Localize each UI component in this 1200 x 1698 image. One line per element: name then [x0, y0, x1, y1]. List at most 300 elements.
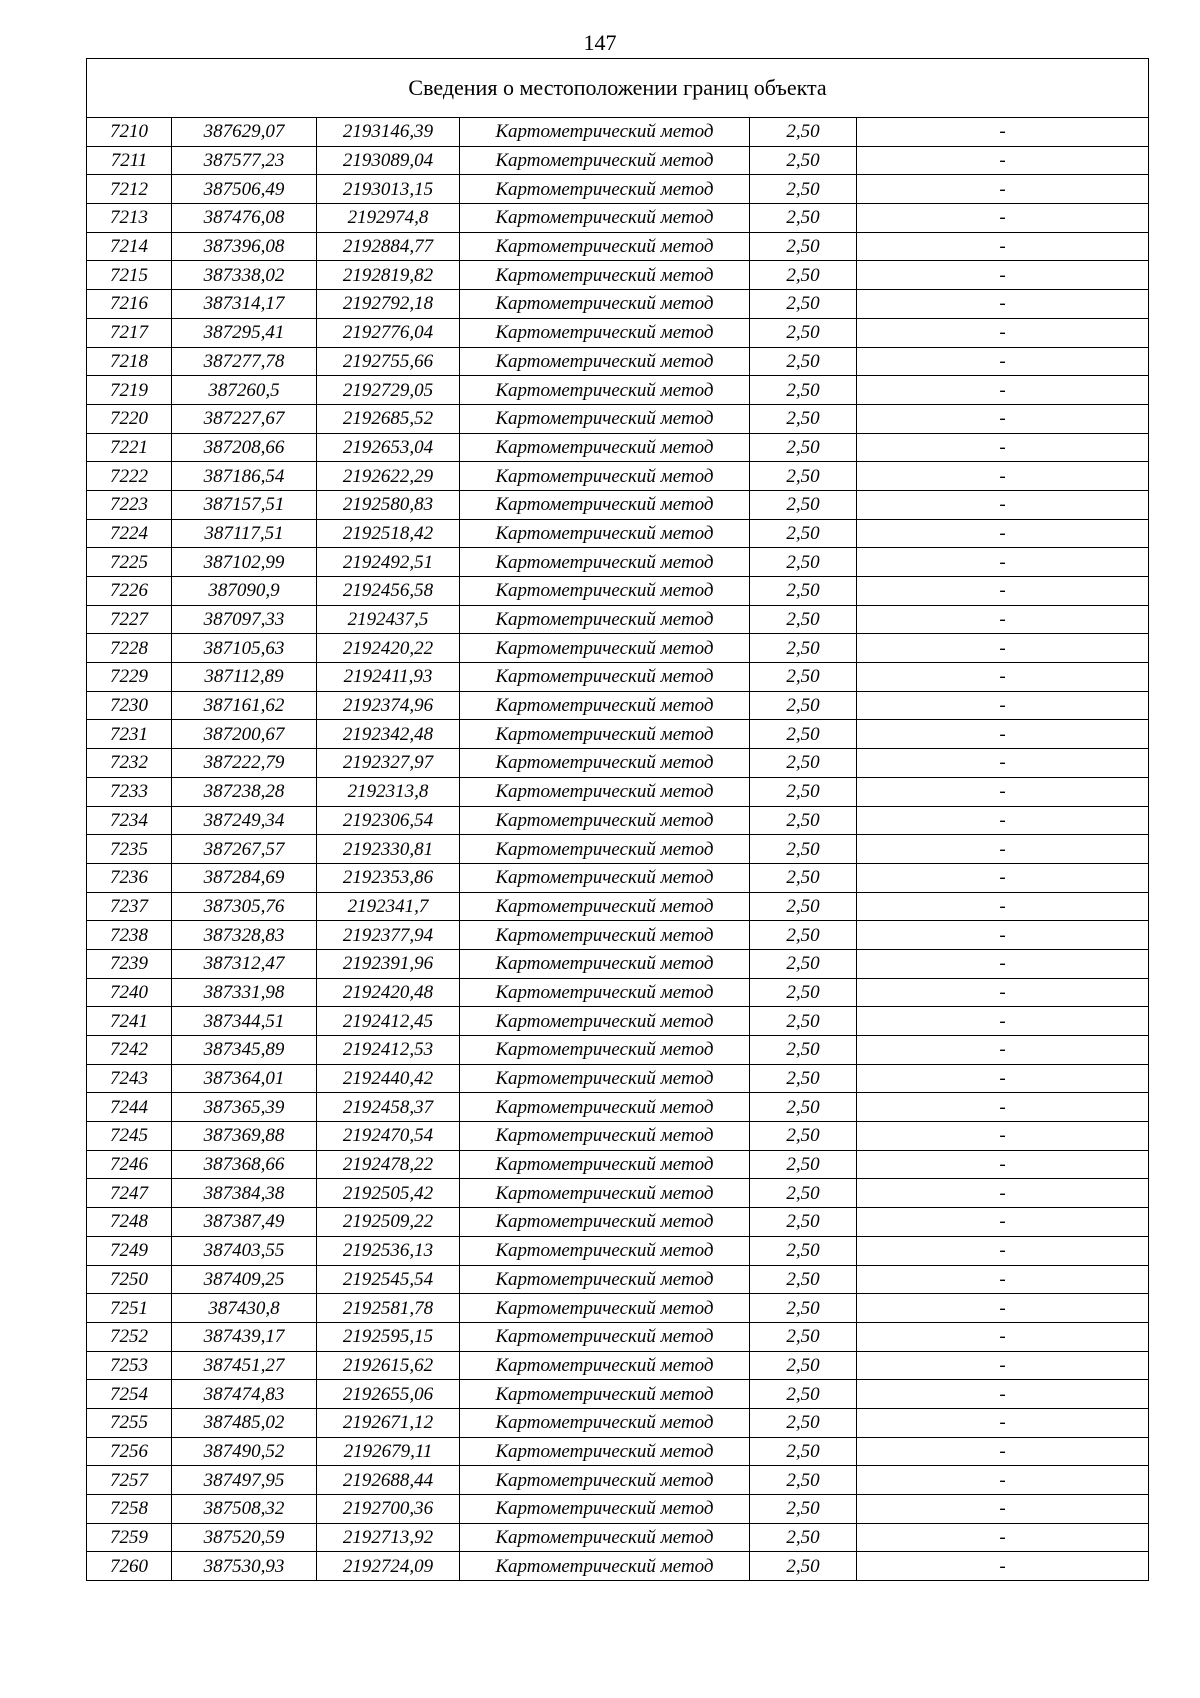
description-cell: - — [857, 577, 1149, 606]
description-cell: - — [857, 949, 1149, 978]
table-row — [87, 663, 1149, 692]
x-coordinate-cell: 387267,57 — [172, 835, 317, 864]
y-coordinate-cell: 2192724,09 — [317, 1552, 460, 1581]
table-row — [87, 863, 1149, 892]
x-coordinate-cell: 387090,9 — [172, 577, 317, 606]
x-coordinate-cell: 387530,93 — [172, 1552, 317, 1581]
x-coordinate-cell: 387506,49 — [172, 175, 317, 204]
point-number-cell: 7211 — [87, 146, 172, 175]
description-cell: - — [857, 1437, 1149, 1466]
accuracy-cell: 2,50 — [750, 1552, 857, 1581]
x-coordinate-cell: 387396,08 — [172, 232, 317, 261]
method-cell: Картометрический метод — [460, 835, 750, 864]
description-cell: - — [857, 1122, 1149, 1151]
point-number-cell: 7231 — [87, 720, 172, 749]
description-cell: - — [857, 1322, 1149, 1351]
table-row — [87, 118, 1149, 147]
table-row — [87, 720, 1149, 749]
accuracy-cell: 2,50 — [750, 404, 857, 433]
method-cell: Картометрический метод — [460, 433, 750, 462]
accuracy-cell: 2,50 — [750, 1093, 857, 1122]
description-cell: - — [857, 1265, 1149, 1294]
point-number-cell: 7235 — [87, 835, 172, 864]
x-coordinate-cell: 387331,98 — [172, 978, 317, 1007]
table-row — [87, 978, 1149, 1007]
method-cell: Картометрический метод — [460, 777, 750, 806]
point-number-cell: 7212 — [87, 175, 172, 204]
y-coordinate-cell: 2192518,42 — [317, 519, 460, 548]
description-cell: - — [857, 1294, 1149, 1323]
accuracy-cell: 2,50 — [750, 1208, 857, 1237]
description-cell: - — [857, 490, 1149, 519]
method-cell: Картометрический метод — [460, 261, 750, 290]
y-coordinate-cell: 2192327,97 — [317, 749, 460, 778]
point-number-cell: 7225 — [87, 548, 172, 577]
table-title-row — [87, 59, 1149, 118]
table-row — [87, 519, 1149, 548]
point-number-cell: 7237 — [87, 892, 172, 921]
point-number-cell: 7232 — [87, 749, 172, 778]
y-coordinate-cell: 2192545,54 — [317, 1265, 460, 1294]
table-row — [87, 605, 1149, 634]
method-cell: Картометрический метод — [460, 1122, 750, 1151]
accuracy-cell: 2,50 — [750, 1351, 857, 1380]
point-number-cell: 7246 — [87, 1150, 172, 1179]
accuracy-cell: 2,50 — [750, 376, 857, 405]
table-row — [87, 1179, 1149, 1208]
table-row — [87, 433, 1149, 462]
point-number-cell: 7230 — [87, 691, 172, 720]
method-cell: Картометрический метод — [460, 1322, 750, 1351]
table-row — [87, 691, 1149, 720]
accuracy-cell: 2,50 — [750, 1036, 857, 1065]
accuracy-cell: 2,50 — [750, 1179, 857, 1208]
x-coordinate-cell: 387260,5 — [172, 376, 317, 405]
accuracy-cell: 2,50 — [750, 1380, 857, 1409]
accuracy-cell: 2,50 — [750, 1236, 857, 1265]
description-cell: - — [857, 1179, 1149, 1208]
table-row — [87, 376, 1149, 405]
y-coordinate-cell: 2192729,05 — [317, 376, 460, 405]
accuracy-cell: 2,50 — [750, 691, 857, 720]
y-coordinate-cell: 2192374,96 — [317, 691, 460, 720]
y-coordinate-cell: 2192456,58 — [317, 577, 460, 606]
table-row — [87, 1495, 1149, 1524]
y-coordinate-cell: 2192420,48 — [317, 978, 460, 1007]
description-cell: - — [857, 634, 1149, 663]
method-cell: Картометрический метод — [460, 1150, 750, 1179]
accuracy-cell: 2,50 — [750, 634, 857, 663]
y-coordinate-cell: 2192437,5 — [317, 605, 460, 634]
x-coordinate-cell: 387328,83 — [172, 921, 317, 950]
description-cell: - — [857, 777, 1149, 806]
method-cell: Картометрический метод — [460, 1208, 750, 1237]
description-cell: - — [857, 462, 1149, 491]
description-cell: - — [857, 1552, 1149, 1581]
x-coordinate-cell: 387105,63 — [172, 634, 317, 663]
description-cell: - — [857, 376, 1149, 405]
point-number-cell: 7256 — [87, 1437, 172, 1466]
method-cell: Картометрический метод — [460, 204, 750, 233]
table-row — [87, 490, 1149, 519]
table-row — [87, 749, 1149, 778]
x-coordinate-cell: 387490,52 — [172, 1437, 317, 1466]
method-cell: Картометрический метод — [460, 118, 750, 147]
table-row — [87, 261, 1149, 290]
accuracy-cell: 2,50 — [750, 318, 857, 347]
method-cell: Картометрический метод — [460, 663, 750, 692]
description-cell: - — [857, 1150, 1149, 1179]
method-cell: Картометрический метод — [460, 1093, 750, 1122]
description-cell: - — [857, 892, 1149, 921]
y-coordinate-cell: 2192884,77 — [317, 232, 460, 261]
table-row — [87, 892, 1149, 921]
table-row — [87, 1322, 1149, 1351]
method-cell: Картометрический метод — [460, 232, 750, 261]
point-number-cell: 7243 — [87, 1064, 172, 1093]
accuracy-cell: 2,50 — [750, 519, 857, 548]
point-number-cell: 7218 — [87, 347, 172, 376]
accuracy-cell: 2,50 — [750, 577, 857, 606]
y-coordinate-cell: 2192653,04 — [317, 433, 460, 462]
accuracy-cell: 2,50 — [750, 347, 857, 376]
page-number: 147 — [583, 30, 617, 55]
x-coordinate-cell: 387157,51 — [172, 490, 317, 519]
x-coordinate-cell: 387314,17 — [172, 290, 317, 319]
table-row — [87, 1150, 1149, 1179]
x-coordinate-cell: 387097,33 — [172, 605, 317, 634]
table-title: Сведения о местоположении границ объекта — [87, 59, 1149, 118]
table-row — [87, 548, 1149, 577]
x-coordinate-cell: 387117,51 — [172, 519, 317, 548]
table-row — [87, 204, 1149, 233]
table-row — [87, 1466, 1149, 1495]
point-number-cell: 7221 — [87, 433, 172, 462]
table-row — [87, 1380, 1149, 1409]
point-number-cell: 7247 — [87, 1179, 172, 1208]
description-cell: - — [857, 605, 1149, 634]
accuracy-cell: 2,50 — [750, 978, 857, 1007]
y-coordinate-cell: 2193146,39 — [317, 118, 460, 147]
x-coordinate-cell: 387227,67 — [172, 404, 317, 433]
method-cell: Картометрический метод — [460, 1351, 750, 1380]
description-cell: - — [857, 1007, 1149, 1036]
y-coordinate-cell: 2192470,54 — [317, 1122, 460, 1151]
method-cell: Картометрический метод — [460, 1552, 750, 1581]
description-cell: - — [857, 691, 1149, 720]
x-coordinate-cell: 387387,49 — [172, 1208, 317, 1237]
y-coordinate-cell: 2192341,7 — [317, 892, 460, 921]
table-row — [87, 1093, 1149, 1122]
x-coordinate-cell: 387365,39 — [172, 1093, 317, 1122]
accuracy-cell: 2,50 — [750, 1495, 857, 1524]
point-number-cell: 7219 — [87, 376, 172, 405]
y-coordinate-cell: 2192391,96 — [317, 949, 460, 978]
x-coordinate-cell: 387485,02 — [172, 1408, 317, 1437]
y-coordinate-cell: 2192974,8 — [317, 204, 460, 233]
method-cell: Картометрический метод — [460, 519, 750, 548]
method-cell: Картометрический метод — [460, 720, 750, 749]
point-number-cell: 7214 — [87, 232, 172, 261]
x-coordinate-cell: 387112,89 — [172, 663, 317, 692]
method-cell: Картометрический метод — [460, 605, 750, 634]
point-number-cell: 7233 — [87, 777, 172, 806]
method-cell: Картометрический метод — [460, 949, 750, 978]
table-row — [87, 347, 1149, 376]
method-cell: Картометрический метод — [460, 318, 750, 347]
accuracy-cell: 2,50 — [750, 605, 857, 634]
table-row — [87, 1408, 1149, 1437]
description-cell: - — [857, 1408, 1149, 1437]
description-cell: - — [857, 1093, 1149, 1122]
method-cell: Картометрический метод — [460, 1408, 750, 1437]
point-number-cell: 7229 — [87, 663, 172, 692]
y-coordinate-cell: 2192440,42 — [317, 1064, 460, 1093]
point-number-cell: 7220 — [87, 404, 172, 433]
description-cell: - — [857, 548, 1149, 577]
y-coordinate-cell: 2192580,83 — [317, 490, 460, 519]
table-row — [87, 232, 1149, 261]
accuracy-cell: 2,50 — [750, 806, 857, 835]
method-cell: Картометрический метод — [460, 863, 750, 892]
table-row — [87, 462, 1149, 491]
x-coordinate-cell: 387384,38 — [172, 1179, 317, 1208]
accuracy-cell: 2,50 — [750, 1408, 857, 1437]
accuracy-cell: 2,50 — [750, 892, 857, 921]
description-cell: - — [857, 1523, 1149, 1552]
accuracy-cell: 2,50 — [750, 1437, 857, 1466]
method-cell: Картометрический метод — [460, 1380, 750, 1409]
point-number-cell: 7217 — [87, 318, 172, 347]
point-number-cell: 7257 — [87, 1466, 172, 1495]
description-cell: - — [857, 146, 1149, 175]
x-coordinate-cell: 387338,02 — [172, 261, 317, 290]
table-row — [87, 1236, 1149, 1265]
table-row — [87, 777, 1149, 806]
point-number-cell: 7228 — [87, 634, 172, 663]
y-coordinate-cell: 2192581,78 — [317, 1294, 460, 1323]
method-cell: Картометрический метод — [460, 978, 750, 1007]
point-number-cell: 7254 — [87, 1380, 172, 1409]
point-number-cell: 7238 — [87, 921, 172, 950]
point-number-cell: 7241 — [87, 1007, 172, 1036]
description-cell: - — [857, 1380, 1149, 1409]
table-row — [87, 949, 1149, 978]
method-cell: Картометрический метод — [460, 1495, 750, 1524]
description-cell: - — [857, 863, 1149, 892]
x-coordinate-cell: 387344,51 — [172, 1007, 317, 1036]
x-coordinate-cell: 387520,59 — [172, 1523, 317, 1552]
y-coordinate-cell: 2192655,06 — [317, 1380, 460, 1409]
x-coordinate-cell: 387629,07 — [172, 118, 317, 147]
method-cell: Картометрический метод — [460, 1036, 750, 1065]
accuracy-cell: 2,50 — [750, 1523, 857, 1552]
point-number-cell: 7260 — [87, 1552, 172, 1581]
description-cell: - — [857, 1466, 1149, 1495]
y-coordinate-cell: 2192776,04 — [317, 318, 460, 347]
x-coordinate-cell: 387161,62 — [172, 691, 317, 720]
x-coordinate-cell: 387476,08 — [172, 204, 317, 233]
y-coordinate-cell: 2192478,22 — [317, 1150, 460, 1179]
description-cell: - — [857, 232, 1149, 261]
table-row — [87, 318, 1149, 347]
method-cell: Картометрический метод — [460, 376, 750, 405]
point-number-cell: 7258 — [87, 1495, 172, 1524]
x-coordinate-cell: 387368,66 — [172, 1150, 317, 1179]
description-cell: - — [857, 663, 1149, 692]
point-number-cell: 7216 — [87, 290, 172, 319]
accuracy-cell: 2,50 — [750, 548, 857, 577]
x-coordinate-cell: 387305,76 — [172, 892, 317, 921]
x-coordinate-cell: 387364,01 — [172, 1064, 317, 1093]
accuracy-cell: 2,50 — [750, 749, 857, 778]
x-coordinate-cell: 387439,17 — [172, 1322, 317, 1351]
description-cell: - — [857, 404, 1149, 433]
table-row — [87, 1007, 1149, 1036]
table-row — [87, 1294, 1149, 1323]
point-number-cell: 7248 — [87, 1208, 172, 1237]
table-row — [87, 1064, 1149, 1093]
accuracy-cell: 2,50 — [750, 490, 857, 519]
y-coordinate-cell: 2192671,12 — [317, 1408, 460, 1437]
accuracy-cell: 2,50 — [750, 921, 857, 950]
y-coordinate-cell: 2192412,53 — [317, 1036, 460, 1065]
y-coordinate-cell: 2192420,22 — [317, 634, 460, 663]
description-cell: - — [857, 1236, 1149, 1265]
x-coordinate-cell: 387508,32 — [172, 1495, 317, 1524]
description-cell: - — [857, 175, 1149, 204]
accuracy-cell: 2,50 — [750, 663, 857, 692]
description-cell: - — [857, 433, 1149, 462]
y-coordinate-cell: 2192819,82 — [317, 261, 460, 290]
table-row — [87, 175, 1149, 204]
x-coordinate-cell: 387238,28 — [172, 777, 317, 806]
accuracy-cell: 2,50 — [750, 146, 857, 175]
x-coordinate-cell: 387208,66 — [172, 433, 317, 462]
table-row — [87, 1552, 1149, 1581]
method-cell: Картометрический метод — [460, 1437, 750, 1466]
method-cell: Картометрический метод — [460, 1294, 750, 1323]
y-coordinate-cell: 2192688,44 — [317, 1466, 460, 1495]
description-cell: - — [857, 720, 1149, 749]
y-coordinate-cell: 2193013,15 — [317, 175, 460, 204]
y-coordinate-cell: 2192615,62 — [317, 1351, 460, 1380]
accuracy-cell: 2,50 — [750, 1294, 857, 1323]
table-row — [87, 1523, 1149, 1552]
method-cell: Картометрический метод — [460, 490, 750, 519]
method-cell: Картометрический метод — [460, 146, 750, 175]
method-cell: Картометрический метод — [460, 921, 750, 950]
method-cell: Картометрический метод — [460, 462, 750, 491]
point-number-cell: 7255 — [87, 1408, 172, 1437]
accuracy-cell: 2,50 — [750, 949, 857, 978]
y-coordinate-cell: 2192536,13 — [317, 1236, 460, 1265]
accuracy-cell: 2,50 — [750, 1466, 857, 1495]
method-cell: Картометрический метод — [460, 1064, 750, 1093]
x-coordinate-cell: 387102,99 — [172, 548, 317, 577]
boundary-coordinates-table — [86, 58, 1149, 1581]
description-cell: - — [857, 519, 1149, 548]
y-coordinate-cell: 2192306,54 — [317, 806, 460, 835]
x-coordinate-cell: 387497,95 — [172, 1466, 317, 1495]
method-cell: Картометрический метод — [460, 404, 750, 433]
accuracy-cell: 2,50 — [750, 777, 857, 806]
accuracy-cell: 2,50 — [750, 433, 857, 462]
table-row — [87, 634, 1149, 663]
accuracy-cell: 2,50 — [750, 175, 857, 204]
point-number-cell: 7210 — [87, 118, 172, 147]
accuracy-cell: 2,50 — [750, 462, 857, 491]
y-coordinate-cell: 2192458,37 — [317, 1093, 460, 1122]
description-cell: - — [857, 1036, 1149, 1065]
description-cell: - — [857, 1351, 1149, 1380]
description-cell: - — [857, 261, 1149, 290]
description-cell: - — [857, 749, 1149, 778]
description-cell: - — [857, 318, 1149, 347]
point-number-cell: 7251 — [87, 1294, 172, 1323]
x-coordinate-cell: 387403,55 — [172, 1236, 317, 1265]
y-coordinate-cell: 2192595,15 — [317, 1322, 460, 1351]
description-cell: - — [857, 978, 1149, 1007]
description-cell: - — [857, 1495, 1149, 1524]
y-coordinate-cell: 2192713,92 — [317, 1523, 460, 1552]
method-cell: Картометрический метод — [460, 749, 750, 778]
accuracy-cell: 2,50 — [750, 1265, 857, 1294]
x-coordinate-cell: 387295,41 — [172, 318, 317, 347]
table-row — [87, 1351, 1149, 1380]
method-cell: Картометрический метод — [460, 347, 750, 376]
x-coordinate-cell: 387369,88 — [172, 1122, 317, 1151]
accuracy-cell: 2,50 — [750, 835, 857, 864]
table-row — [87, 1437, 1149, 1466]
x-coordinate-cell: 387312,47 — [172, 949, 317, 978]
accuracy-cell: 2,50 — [750, 720, 857, 749]
y-coordinate-cell: 2192685,52 — [317, 404, 460, 433]
point-number-cell: 7252 — [87, 1322, 172, 1351]
accuracy-cell: 2,50 — [750, 1007, 857, 1036]
method-cell: Картометрический метод — [460, 1236, 750, 1265]
accuracy-cell: 2,50 — [750, 1322, 857, 1351]
y-coordinate-cell: 2192509,22 — [317, 1208, 460, 1237]
y-coordinate-cell: 2192313,8 — [317, 777, 460, 806]
point-number-cell: 7213 — [87, 204, 172, 233]
method-cell: Картометрический метод — [460, 577, 750, 606]
accuracy-cell: 2,50 — [750, 261, 857, 290]
point-number-cell: 7240 — [87, 978, 172, 1007]
method-cell: Картометрический метод — [460, 1523, 750, 1552]
method-cell: Картометрический метод — [460, 892, 750, 921]
method-cell: Картометрический метод — [460, 175, 750, 204]
description-cell: - — [857, 204, 1149, 233]
y-coordinate-cell: 2192342,48 — [317, 720, 460, 749]
point-number-cell: 7239 — [87, 949, 172, 978]
y-coordinate-cell: 2192330,81 — [317, 835, 460, 864]
x-coordinate-cell: 387451,27 — [172, 1351, 317, 1380]
description-cell: - — [857, 835, 1149, 864]
method-cell: Картометрический метод — [460, 290, 750, 319]
x-coordinate-cell: 387577,23 — [172, 146, 317, 175]
point-number-cell: 7253 — [87, 1351, 172, 1380]
y-coordinate-cell: 2192755,66 — [317, 347, 460, 376]
y-coordinate-cell: 2192622,29 — [317, 462, 460, 491]
y-coordinate-cell: 2192492,51 — [317, 548, 460, 577]
table-row — [87, 1208, 1149, 1237]
x-coordinate-cell: 387249,34 — [172, 806, 317, 835]
description-cell: - — [857, 290, 1149, 319]
x-coordinate-cell: 387345,89 — [172, 1036, 317, 1065]
description-cell: - — [857, 1208, 1149, 1237]
table-row — [87, 577, 1149, 606]
